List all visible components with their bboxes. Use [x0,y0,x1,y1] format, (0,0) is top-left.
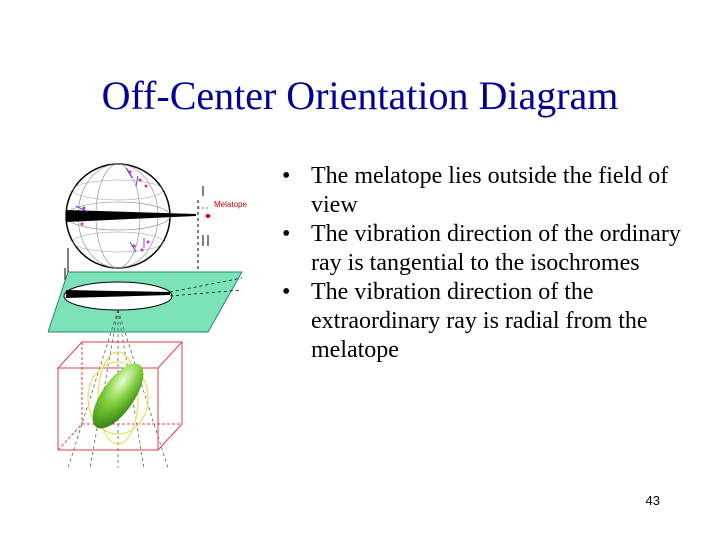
bullet-text: The melatope lies outside the field of view [311,163,669,218]
off-center-orientation-figure [48,150,278,480]
bullet-text: The vibration direction of the extraordinary ray is radial from the melatope [311,279,648,363]
bullet-item [282,220,692,278]
bullet-item [282,278,692,365]
conoscopic-sphere [66,164,196,268]
bullet-dot: • [282,163,291,189]
page-number: 43 [645,493,660,508]
bullet-dot: • [282,221,291,247]
bullet-item [282,162,692,220]
bullet-text: The vibration direction of the ordinary ray is tangential to the isochromes [311,221,681,276]
melatope-label: Melatope [214,200,247,209]
bullet-list [282,162,692,365]
bullet-dot: • [282,279,291,305]
melatope-marker [198,186,212,246]
slide-title: Off-Center Orientation Diagram [101,73,619,118]
